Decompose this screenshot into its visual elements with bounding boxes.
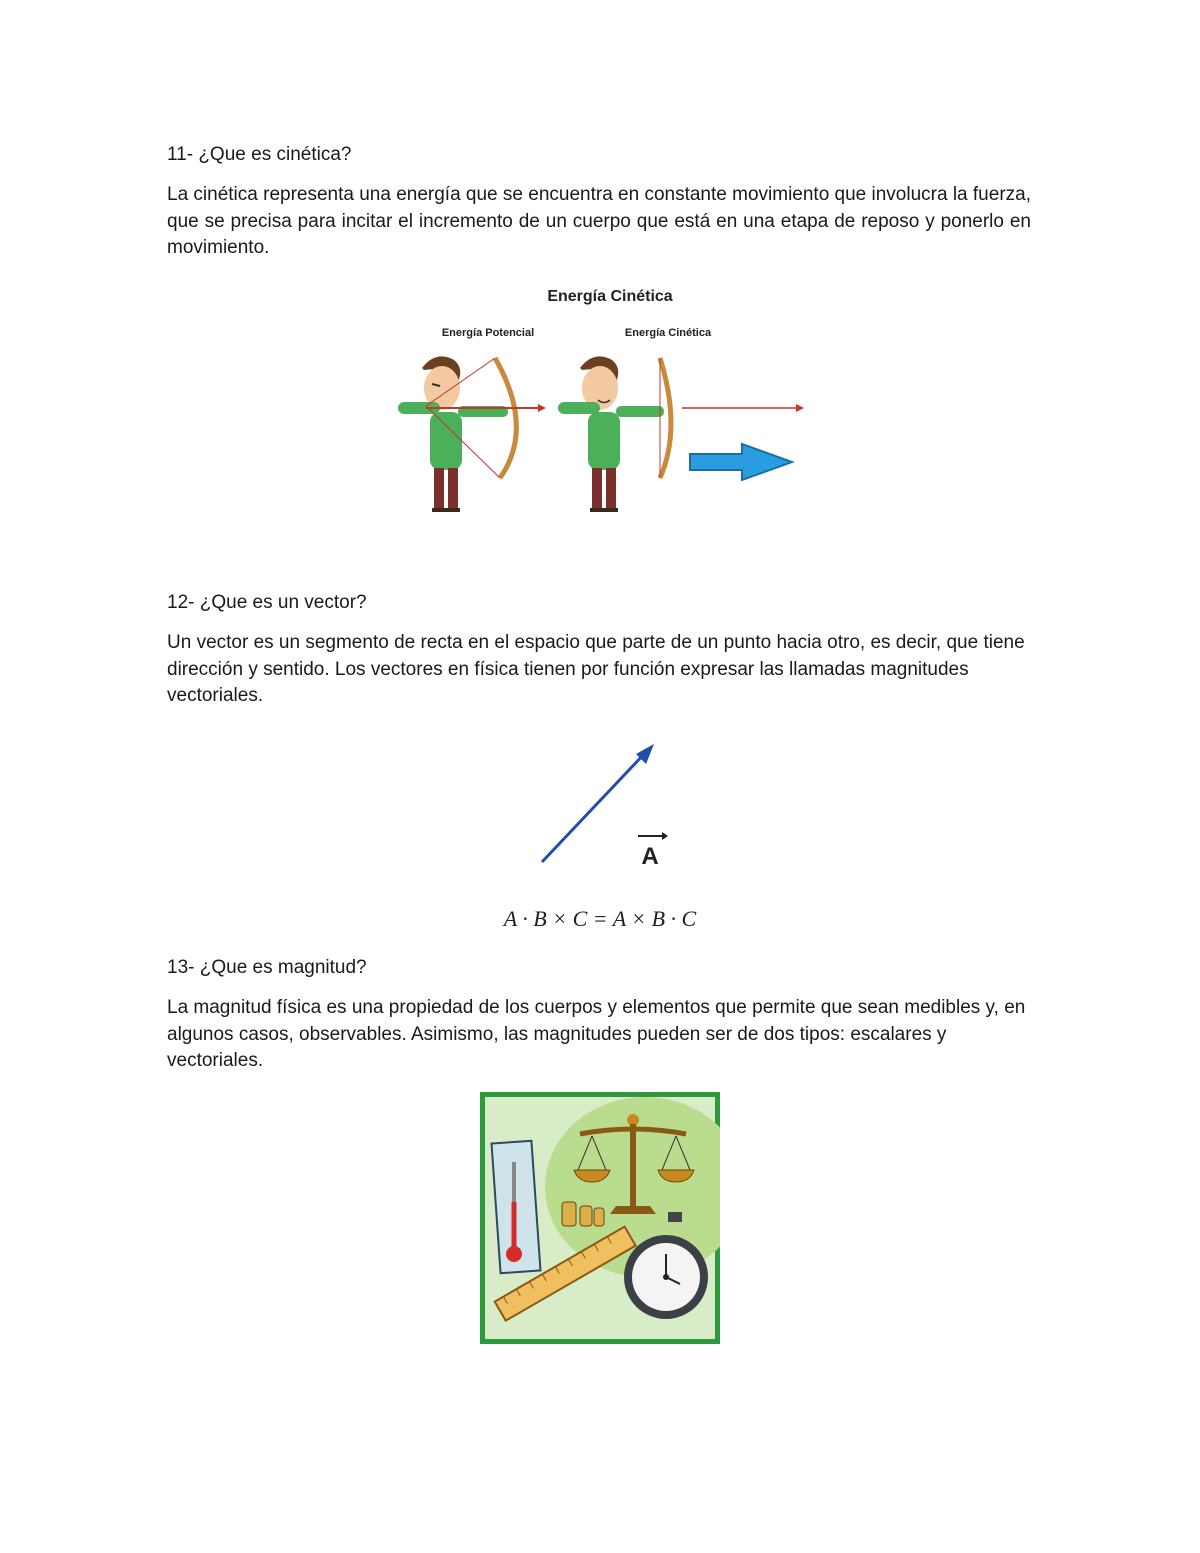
vector-figure xyxy=(530,738,690,870)
answer-13: La magnitud física es una propiedad de los cuerpos y elementos que permite que sean medibles y, en algunos casos, observables. Asimismo, las magnitudes pueden ser de dos tipos: escalares y vectoriales. xyxy=(167,997,1026,1071)
motion-arrow-icon xyxy=(690,444,792,480)
question-11: 11- ¿Que es cinética? xyxy=(167,144,352,165)
archer-released-icon xyxy=(558,356,804,512)
thermometer-icon xyxy=(492,1141,541,1273)
figure-title: Energía Cinética xyxy=(547,288,673,305)
measurement-tools-figure xyxy=(480,1092,720,1344)
label-potential: Energía Potencial xyxy=(441,327,535,339)
answer-11: La cinética representa una energía que se encuentra en constante movimiento que involucra la fuerza, que se precisa para incitar el incremento de un cuerpo que está en una etapa de reposo y ponerlo en movimiento. xyxy=(167,184,1031,258)
vector-label: A xyxy=(641,843,659,870)
kinetic-energy-figure xyxy=(370,276,830,531)
question-13: 13- ¿Que es magnitud? xyxy=(167,957,367,978)
question-12: 12- ¿Que es un vector? xyxy=(167,592,367,613)
archer-drawing-icon xyxy=(398,356,546,512)
label-kinetic: Energía Cinética xyxy=(624,327,712,339)
answer-12: Un vector es un segmento de recta en el espacio que parte de un punto hacia otro, es decir, que tiene dirección y sentido. Los vectores en física tienen por función expresar las llamadas magnitudes vectoriales. xyxy=(167,632,1025,706)
vector-identity-equation: A · B × C = A × B · C xyxy=(503,906,697,931)
